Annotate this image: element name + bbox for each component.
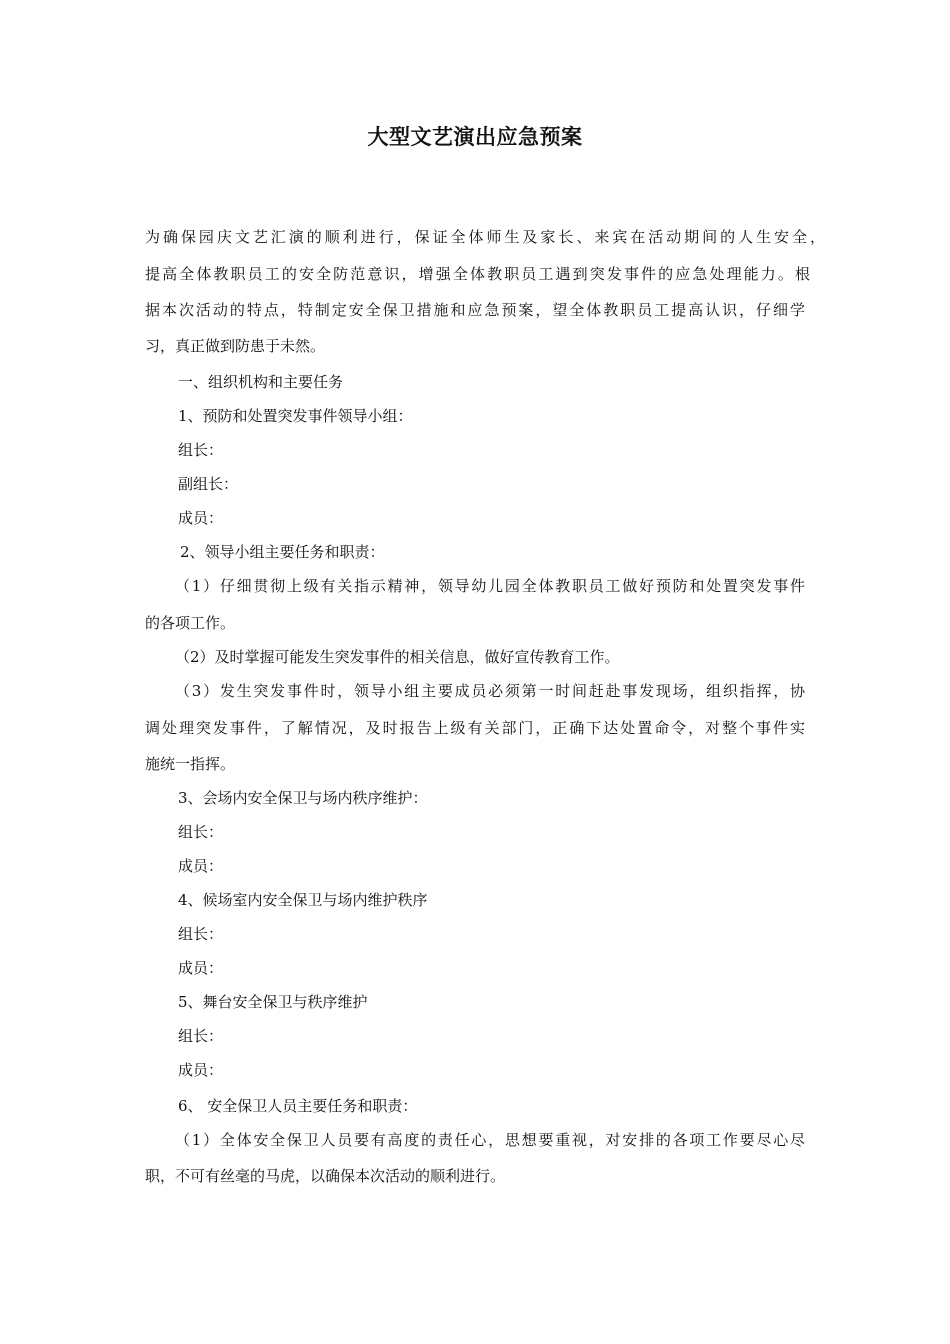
- item6-duty1-line-2: 职，不可有丝毫的马虎，以确保本次活动的顺利进行。: [145, 1167, 506, 1185]
- item2-duty1-line-1: （1）仔细贯彻上级有关指示精神，领导幼儿园全体教职员工做好预防和处置突发事件: [175, 577, 805, 595]
- item2-heading: 2、领导小组主要任务和职责：: [180, 543, 385, 561]
- item2-duty2: （2）及时掌握可能发生突发事件的相关信息，做好宣传教育工作。: [175, 648, 620, 666]
- item5-members: 成员：: [178, 1061, 224, 1079]
- intro-line-2: 提高全体教职员工的安全防范意识，增强全体教职员工遇到突发事件的应急处理能力。根: [145, 265, 810, 283]
- item3-leader: 组长：: [178, 823, 224, 841]
- item4-leader: 组长：: [178, 925, 224, 943]
- item6-heading: 6、 安全保卫人员主要任务和职责：: [178, 1097, 418, 1115]
- item1-leader: 组长：: [178, 441, 224, 459]
- item2-duty3-line-2: 调处理突发事件，了解情况，及时报告上级有关部门，正确下达处置命令，对整个事件实: [145, 719, 805, 737]
- intro-line-1: 为确保园庆文艺汇演的顺利进行，保证全体师生及家长、来宾在活动期间的人生安全，: [145, 228, 825, 246]
- item2-duty3-line-1: （3）发生突发事件时，领导小组主要成员必须第一时间赶赴事发现场，组织指挥，协: [175, 682, 805, 700]
- intro-line-4: 习，真正做到防患于未然。: [145, 337, 326, 355]
- item2-duty1-line-2: 的各项工作。: [145, 614, 236, 632]
- section-heading: 一、组织机构和主要任务: [178, 373, 344, 391]
- intro-line-3: 据本次活动的特点，特制定安全保卫措施和应急预案，望全体教职员工提高认识，仔细学: [145, 301, 805, 319]
- item1-members: 成员：: [178, 509, 224, 527]
- item5-heading: 5、舞台安全保卫与秩序维护: [178, 993, 368, 1011]
- item6-duty1-line-1: （1）全体安全保卫人员要有高度的责任心，思想要重视，对安排的各项工作要尽心尽: [175, 1131, 805, 1149]
- item4-heading: 4、候场室内安全保卫与场内维护秩序: [178, 891, 428, 909]
- item4-members: 成员：: [178, 959, 224, 977]
- item3-heading: 3、会场内安全保卫与场内秩序维护：: [178, 789, 428, 807]
- item2-duty3-line-3: 施统一指挥。: [145, 755, 236, 773]
- item1-vice-leader: 副组长：: [178, 475, 239, 493]
- item1-heading: 1、预防和处置突发事件领导小组：: [178, 407, 413, 425]
- document-title: 大型文艺演出应急预案: [367, 124, 583, 149]
- item3-members: 成员：: [178, 857, 224, 875]
- item5-leader: 组长：: [178, 1027, 224, 1045]
